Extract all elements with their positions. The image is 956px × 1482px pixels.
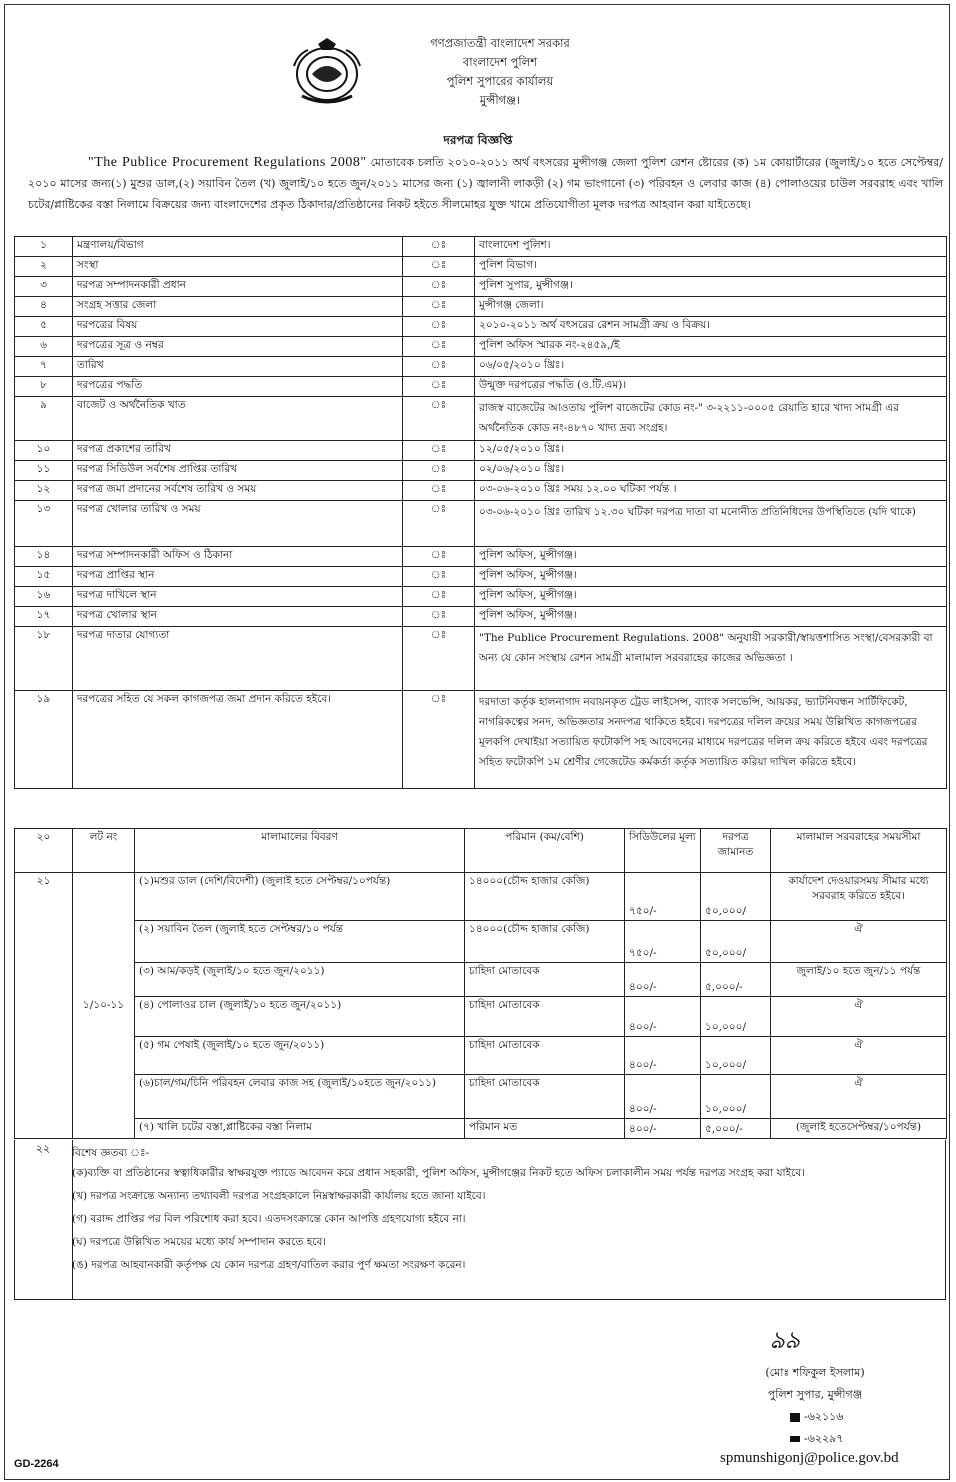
info-row-label: দরপত্র সম্পাদনকারী প্রধান	[73, 277, 403, 297]
signature-block	[700, 1362, 930, 1406]
lot-item-row	[15, 963, 947, 997]
info-row-separator: ঃ	[403, 441, 475, 461]
info-row-value: ০২/০৬/২০১০ খ্রিঃ।	[475, 461, 947, 481]
info-row	[15, 357, 947, 377]
letterhead	[380, 34, 620, 110]
info-row-value: পুলিশ অফিস, মুন্সীগঞ্জ।	[475, 587, 947, 607]
item-quantity: ১৪০০০(চৌদ্দ হাজার কেজি)	[465, 873, 625, 921]
info-row	[15, 317, 947, 337]
info-row-separator: ঃ	[403, 297, 475, 317]
item-deadline: ঐ	[771, 1037, 947, 1075]
info-row	[15, 547, 947, 567]
item-security: ১০,০০০/	[701, 1075, 771, 1119]
info-row	[15, 627, 947, 691]
special-note-item: (ক)ব্যক্তি বা প্রতিষ্ঠানের স্বত্বাধিকারীর স্বাক্ষরযুক্ত প্যাডে আবেদন করে প্রধান সহকারী, পুলিশ অফিস, মুন্সীগঞ্জের নিকট হতে অফিস চলাকালীন সময় পর্যন্ত দরপত্র সংগ্রহ করা যাইবে।	[72, 1167, 805, 1179]
lot-item-row	[15, 873, 947, 921]
item-deadline: (জুলাই হতেসেপ্টম্বর/১০পর্যন্ত)	[771, 1119, 947, 1139]
item-deadline: ঐ	[771, 921, 947, 963]
item-security: ৫০,০০০/	[701, 921, 771, 963]
lot-section-number: ২০	[15, 829, 73, 873]
info-row-number: ৫	[15, 317, 73, 337]
info-row-separator: ঃ	[403, 587, 475, 607]
item-security: ৫,০০০/-	[701, 1119, 771, 1139]
lot-column-header: দরপত্র জামানত	[701, 829, 771, 873]
govt-name: গণপ্রজাতন্ত্রী বাংলাদেশ সরকার	[430, 36, 570, 50]
item-security: ১০,০০০/	[701, 997, 771, 1037]
info-row-value: পুলিশ অফিস, মুন্সীগঞ্জ।	[475, 607, 947, 627]
info-row-number: ৮	[15, 377, 73, 397]
info-row	[15, 237, 947, 257]
intro-text: মোতাবেক চলতি ২০১০-২০১১ অর্থ বৎসরের মুন্সীগঞ্জ জেলা পুলিশ রেশন ষ্টোরের (ক) ১ম কোয়ার্টারের (জুলাই/১০ হতে সেপ্টেম্বর/২০১০ মাসের জন্য(১) মুশুর ডাল,(২) সয়াবিন তৈল (খ) জুলাই/১০ হতে জুন/২০১১ মাসের জন্য (১) জ্বালানী লাকড়ী (২) গম ভাংগানো (৩) পরিবহন ও লেবার কাজ (৪) পোলাওয়ের চাউল সরবরাহ এবং খালি চটের/প্লাষ্টিকের বস্তা নিলামে বিক্রয়ের জন্য বাংলাদেশের প্রকৃত ঠিকাদার/প্রতিষ্ঠানের নিকট হইতে সীলমোহর যুক্ত খামে প্রতিযোগীতা মূলক দরপত্র আহবান করা যাইতেছে।	[28, 156, 943, 211]
item-deadline: কার্যাদেশ দেওয়ারসময় সীমার মধ্যে সরবরাহ করিতে হইবে।	[771, 873, 947, 921]
police-emblem-icon	[288, 36, 366, 110]
regulation-name: "The Publice Procurement Regulations 2008"	[88, 155, 367, 170]
item-deadline: ঐ	[771, 997, 947, 1037]
info-row-label: দরপত্রের সূত্র ও নম্বর	[73, 337, 403, 357]
info-row	[15, 607, 947, 627]
lot-item-row	[15, 997, 947, 1037]
info-row-value: পুলিশ বিভাগ।	[475, 257, 947, 277]
item-schedule-price: ৪০০/-	[625, 1037, 701, 1075]
item-description: (৬)চাল/গম/চিনি পরিবহন লেবার কাজ সহ (জুলাই/১০হতে জুন/২০১১)	[135, 1075, 465, 1119]
item-quantity: পরিমান মত	[465, 1119, 625, 1139]
info-row	[15, 277, 947, 297]
info-row-label: বাজেট ও অর্থনৈতিক খাত	[73, 397, 403, 441]
info-row-separator: ঃ	[403, 317, 475, 337]
info-row-number: ১৪	[15, 547, 73, 567]
lot-item-row	[15, 1037, 947, 1075]
info-row	[15, 691, 947, 789]
info-row-label: দরপত্র খোলার স্থান	[73, 607, 403, 627]
tender-info-table	[14, 236, 947, 789]
info-row-separator: ঃ	[403, 377, 475, 397]
item-description: (৭) খালি চটের বস্তা,প্লাষ্টিকের বস্তা নিলাম	[135, 1119, 465, 1139]
item-security: ১০,০০০/	[701, 1037, 771, 1075]
info-row-number: ১৩	[15, 501, 73, 547]
contact-email: spmunshigonj@police.gov.bd	[720, 1450, 899, 1466]
info-row-number: ১১	[15, 461, 73, 481]
info-row-label: তারিখ	[73, 357, 403, 377]
info-row-separator: ঃ	[403, 237, 475, 257]
info-row-value: ২০১০-২০১১ অর্থ বৎসরের রেশন সামগ্রী ক্রয় ও বিক্রয়।	[475, 317, 947, 337]
special-notes-number: ২২	[35, 1142, 51, 1155]
info-row-label: দরপত্রের সহিত যে সকল কাগজপত্র জমা প্রদান করিতে হইবে।	[73, 691, 403, 789]
info-row-number: ১৭	[15, 607, 73, 627]
info-row	[15, 567, 947, 587]
item-security: ৫০,০০০/	[701, 873, 771, 921]
info-row-label: দরপত্র সম্পাদনকারী অফিস ও ঠিকানা	[73, 547, 403, 567]
info-row-value: ০৬/০৫/২০১০ খ্রিঃ।	[475, 357, 947, 377]
lot-row-number: ২১	[15, 873, 73, 1139]
info-row-separator: ঃ	[403, 337, 475, 357]
item-deadline: ঐ	[771, 1075, 947, 1119]
item-quantity: চাহিদা মোতাবেক	[465, 963, 625, 997]
item-quantity: চাহিদা মোতাবেক	[465, 1075, 625, 1119]
info-row-number: ৯	[15, 397, 73, 441]
info-row	[15, 337, 947, 357]
info-row-number: ৪	[15, 297, 73, 317]
info-row-number: ২	[15, 257, 73, 277]
item-schedule-price: ৪০০/-	[625, 997, 701, 1037]
info-row-number: ১৮	[15, 627, 73, 691]
info-row	[15, 587, 947, 607]
lot-item-row	[15, 1075, 947, 1119]
info-row-number: ১৫	[15, 567, 73, 587]
item-schedule-price: ৪০০/-	[625, 1075, 701, 1119]
info-row	[15, 441, 947, 461]
info-row-value: উন্মুক্ত দরপত্রের পদ্ধতি (ও.টি.এম)।	[475, 377, 947, 397]
special-notes	[14, 1140, 946, 1300]
signatory-designation: পুলিশ সুপার, মুন্সীগঞ্জ	[767, 1388, 863, 1401]
gd-code: GD-2264	[14, 1458, 59, 1470]
info-row-number: ৩	[15, 277, 73, 297]
info-row-label: দরপত্র সিডিউল সর্বশেষ প্রাপ্তির তারিখ	[73, 461, 403, 481]
info-row-label: দরপত্র প্রাপ্তির স্থান	[73, 567, 403, 587]
lot-column-header: মালামাল সরবরাহের সময়সীমা	[771, 829, 947, 873]
item-quantity: চাহিদা মোতাবেক	[465, 997, 625, 1037]
item-schedule-price: ৭৫০/-	[625, 921, 701, 963]
info-row-label: দরপত্র দাতার যোগ্যতা	[73, 627, 403, 691]
info-row-value: ০৩-০৬-২০১০ খ্রিঃ সময় ১২.০০ ঘটিকা পর্যন্ত ।	[475, 481, 947, 501]
office-location: মুন্সীগঞ্জ।	[479, 93, 521, 107]
signature-mark: ঌ৯	[770, 1326, 801, 1354]
item-security: ৫,০০০/-	[701, 963, 771, 997]
info-row-number: ১	[15, 237, 73, 257]
lot-item-row	[15, 921, 947, 963]
info-row-label: দরপত্র জমা প্রদানের সর্বশেষ তারিখ ও সময়	[73, 481, 403, 501]
special-notes-title: বিশেষ জ্ঞতব্য ঃ-	[72, 1147, 150, 1159]
info-row-separator: ঃ	[403, 461, 475, 481]
item-description: (৫) গম পেষাই (জুলাই/১০ হতে জুন/২০১১)	[135, 1037, 465, 1075]
info-row-value: পুলিশ অফিস, মুন্সীগঞ্জ।	[475, 567, 947, 587]
special-note-item: (খ) দরপত্র সংক্রান্তে অন্যান্য তথ্যাবলী দরপত্র সংগ্রহকালে নিম্নস্বাক্ষরকারী কার্যালয় হতে জানা যাইবে।	[72, 1190, 486, 1202]
info-row	[15, 501, 947, 547]
page-title: দরপত্র বিজ্ঞপ্তি	[443, 133, 513, 147]
info-row-value: রাজস্ব বাজেটের আওতায় পুলিশ বাজেটের কোড নং-" ৩-২২১১-০০০৫ রেয়াতি হারে খাদ্য সামগ্রী এর অর্থনৈতিক কোড নং-৪৮৭০ খাদ্য দ্রব্য সংগ্রহ।	[475, 397, 947, 441]
info-row-separator: ঃ	[403, 627, 475, 691]
info-row-number: ১৯	[15, 691, 73, 789]
fax-number: -৬২২৯৭	[804, 1432, 844, 1445]
item-description: (৪) পোলাওর চাল (জুলাই/১০ হতে জুন/২০১১)	[135, 997, 465, 1037]
item-schedule-price: ৭৫০/-	[625, 873, 701, 921]
signatory-name: (মোঃ শফিকুল ইসলাম)	[765, 1366, 865, 1379]
info-row-number: ১০	[15, 441, 73, 461]
info-row-label: দরপত্র দাখিলে স্থান	[73, 587, 403, 607]
info-row-value: ০৩-০৬-২০১০ খ্রিঃ তারিখ ১২.৩০ ঘটিকা দরপত্র দাতা বা মনোনীত প্রতিনিধিদের উপস্থিতিতে (যদি থাকে)	[475, 501, 947, 547]
info-row-separator: ঃ	[403, 567, 475, 587]
lot-item-row	[15, 1119, 947, 1139]
item-quantity: চাহিদা মোতাবেক	[465, 1037, 625, 1075]
info-row-value: পুলিশ সুপার, মুন্সীগঞ্জ।	[475, 277, 947, 297]
fax-icon	[790, 1436, 800, 1442]
item-description: (৩) আম/কড়ই (জুলাই/১০ হতে জুন/২০১১)	[135, 963, 465, 997]
lot-column-header: মালামালের বিবরণ	[135, 829, 465, 873]
lot-table	[14, 828, 947, 1139]
info-row-value: "The Publice Procurement Regulations. 2008" অনুযায়ী সরকারী/স্বায়ত্তশাসিত সংস্থা/বেসরকারী বা অন্য যে কোন সংস্থায় রেশন সামগ্রী মালামাল সরবরাহের কাজের অভিজ্ঞতা ।	[475, 627, 947, 691]
contact-numbers	[790, 1406, 843, 1450]
item-deadline: জুলাই/১০ হতে জুন/১১ পর্যন্ত	[771, 963, 947, 997]
lot-number: ১/১০-১১	[73, 873, 135, 1139]
info-row-label: দরপত্র প্রকাশের তারিখ	[73, 441, 403, 461]
lot-column-header: লট নং	[73, 829, 135, 873]
item-quantity: ১৪০০০(চৌদ্দ হাজার কেজি)	[465, 921, 625, 963]
info-row	[15, 377, 947, 397]
lot-column-header: পরিমান (কম/বেশি)	[465, 829, 625, 873]
info-row-number: ৬	[15, 337, 73, 357]
phone-icon	[790, 1413, 800, 1422]
info-row-label: সংগ্রহ সত্তার জেলা	[73, 297, 403, 317]
info-row-value: বাংলাদেশ পুলিশ।	[475, 237, 947, 257]
info-row-separator: ঃ	[403, 547, 475, 567]
info-row-separator: ঃ	[403, 501, 475, 547]
item-schedule-price: ৪০০/-	[625, 963, 701, 997]
info-row-label: দরপত্রের পদ্ধতি	[73, 377, 403, 397]
info-row-separator: ঃ	[403, 691, 475, 789]
lot-header-row	[15, 829, 947, 873]
info-row	[15, 397, 947, 441]
intro-paragraph	[28, 152, 943, 215]
info-row-separator: ঃ	[403, 357, 475, 377]
info-row	[15, 481, 947, 501]
item-schedule-price: ৪০০/-	[625, 1119, 701, 1139]
info-row-separator: ঃ	[403, 397, 475, 441]
phone-number: -৬২১১৬	[804, 1410, 844, 1423]
info-row-value: দরদাতা কর্তৃক হালনাগাদ নবায়নকৃত ট্রেড লাইসেন্স, ব্যাংক সলভেন্সি, আয়কর, ভ্যাটনিবন্ধন সার্টিফিকেট, নাগরিকত্বের সনদ, অভিজ্ঞতার সনদপত্র থাকিতে হইবে। দরপত্রের দলিল ক্রয়ের সময় উল্লিখিত কাগজপত্রের মূলকপি দেখাইয়া সত্যায়িত ফটোকপি সহ আবেদনের মাধ্যমে দরপত্রের দলিল ক্রয় করিতে হইবে এবং দরপত্রের সহিত ফটোকপি ১ম শ্রেণীর গেজেটেড কর্মকর্তা কর্তৃক সত্যায়িত করিয়া দাখিল করিতে হইবে।	[475, 691, 947, 789]
dept-name: বাংলাদেশ পুলিশ	[462, 55, 538, 69]
item-description: (১)মশুর ডাল (দেশি/বিদেশী) (জুলাই হতে সেপ্টম্বর/১০পর্যন্ত)	[135, 873, 465, 921]
special-note-item: (গ) বরাদ্দ প্রাপ্তির পর বিল পরিশোধ করা হবে। এতদসংক্রান্তে কোন আপত্তি গ্রহণযোগ্য হইবে না।	[72, 1213, 466, 1225]
info-row-label: দরপত্রের বিষয়	[73, 317, 403, 337]
info-row-separator: ঃ	[403, 607, 475, 627]
info-row	[15, 297, 947, 317]
info-row-label: দরপত্র খোলার তারিখ ও সময়	[73, 501, 403, 547]
info-row	[15, 461, 947, 481]
info-row-value: পুলিশ অফিস, মুন্সীগঞ্জ।	[475, 547, 947, 567]
info-row-value: মুন্সীগঞ্জ জেলা।	[475, 297, 947, 317]
info-row-label: সংস্থা	[73, 257, 403, 277]
lot-column-header: সিডিউলের মূল্য	[625, 829, 701, 873]
special-note-item: (ঙ) দরপত্র আহবানকারী কর্তৃপক্ষ যে কোন দরপত্র গ্রহণ/বাতিল করার পুর্ণ ক্ষমতা সংরক্ষণ করেন।	[72, 1259, 466, 1271]
info-row-number: ১২	[15, 481, 73, 501]
office-name: পুলিশ সুপারের কার্যালয়	[446, 74, 554, 88]
info-row-separator: ঃ	[403, 481, 475, 501]
info-row-number: ১৬	[15, 587, 73, 607]
info-row-value: ১২/০৫/২০১০ খ্রিঃ।	[475, 441, 947, 461]
special-note-item: (ঘ) দরপত্রে উল্লিখিত সময়ের মধ্যে কার্য সম্পাদান করতে হবে।	[72, 1236, 327, 1248]
info-row-separator: ঃ	[403, 257, 475, 277]
info-row	[15, 257, 947, 277]
item-description: (২) সয়াবিন তৈল (জুলাই হতে সেপ্টম্বর/১০ পর্যন্ত	[135, 921, 465, 963]
info-row-value: পুলিশ অফিস স্মারক নং-২৪৫৯,/ই	[475, 337, 947, 357]
info-row-label: মন্ত্রণালয়/বিভাগ	[73, 237, 403, 257]
info-row-number: ৭	[15, 357, 73, 377]
info-row-separator: ঃ	[403, 277, 475, 297]
